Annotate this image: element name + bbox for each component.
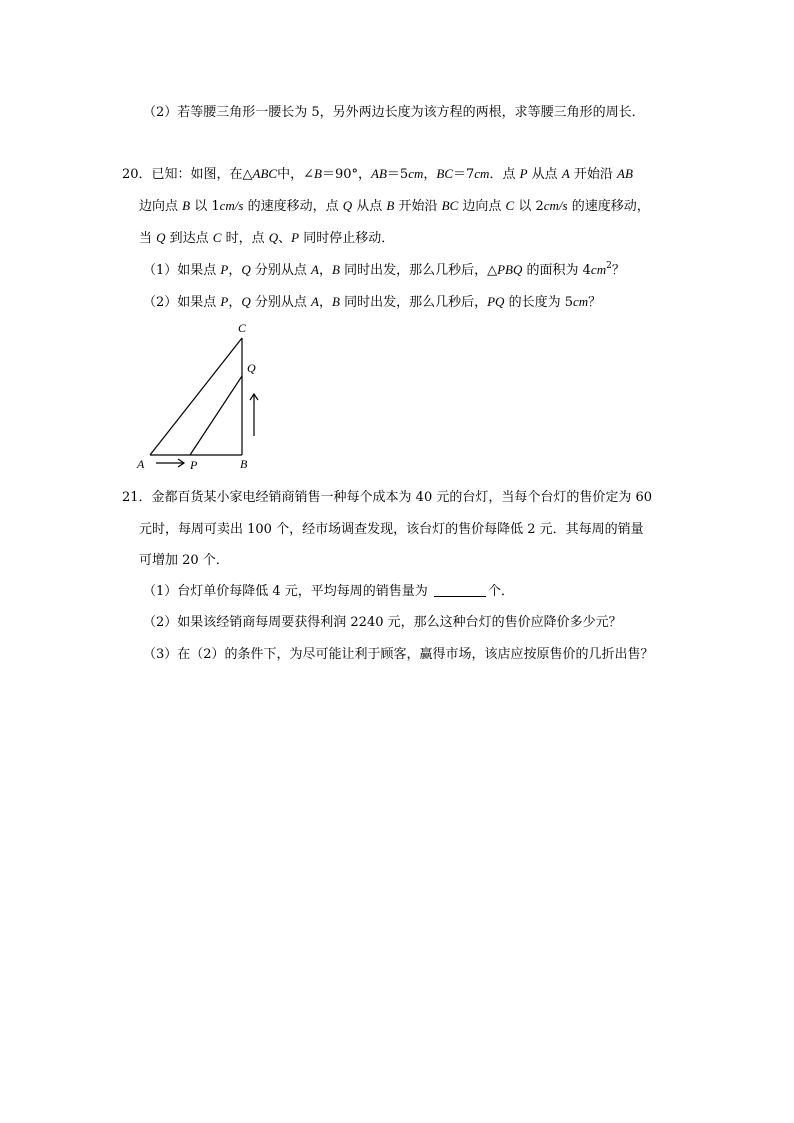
text: 同时停止移动． <box>299 231 395 246</box>
exponent: 2 <box>606 261 612 271</box>
var-b: B <box>182 198 191 213</box>
var-ab: AB <box>371 166 387 181</box>
var-q: Q <box>342 198 353 213</box>
text: 开始沿 <box>394 199 442 214</box>
label-p: P <box>190 458 198 472</box>
text: 同时出发，那么几秒后， <box>339 295 488 310</box>
text: 以 1 <box>190 199 220 214</box>
text: （1）如果点 <box>143 263 221 278</box>
var-p: P <box>220 262 229 277</box>
text: 20．已知：如图，在△ <box>122 167 253 182</box>
text: 个． <box>487 584 514 599</box>
text: 从点 <box>352 199 387 214</box>
q20-part2 <box>143 292 601 313</box>
var-a: A <box>311 294 319 309</box>
var-bc: BC <box>436 166 453 181</box>
var-b: B <box>314 166 322 181</box>
text: 当 <box>139 231 157 246</box>
text: 边向点 <box>458 199 506 214</box>
text: ＝90°， <box>321 167 372 182</box>
answer-blank[interactable] <box>434 582 486 597</box>
var-a: A <box>561 166 570 181</box>
unit-cms: cm/s <box>219 198 244 213</box>
text: 从点 <box>527 167 562 182</box>
text: 中，∠ <box>277 167 315 182</box>
text: ？ <box>588 295 602 310</box>
triangle-figure <box>134 318 274 478</box>
var-ab: AB <box>617 166 633 181</box>
text: 、 <box>278 231 292 246</box>
text: ＝5 <box>386 167 409 182</box>
text: 分别从点 <box>250 263 312 278</box>
segment-pq <box>190 376 242 455</box>
var-b: B <box>386 198 395 213</box>
label-c: C <box>238 321 247 335</box>
q20-line3 <box>139 228 394 249</box>
q21-line3: 可增加 20 个． <box>139 553 229 568</box>
text: ， <box>423 167 437 182</box>
var-b: B <box>332 294 340 309</box>
label-b: B <box>240 457 248 471</box>
var-q: Q <box>241 294 251 309</box>
unit-cm: cm <box>474 166 490 181</box>
q21-part3: （3）在（2）的条件下，为尽可能让利于顾客，赢得市场，该店应按原售价的几折出售？ <box>143 647 654 662</box>
text: 时，点 <box>221 231 269 246</box>
unit-cm: cm <box>408 166 424 181</box>
unit-cms: cm/s <box>543 198 568 213</box>
var-b: B <box>332 262 340 277</box>
text: ， <box>228 295 242 310</box>
q20-line2 <box>139 196 650 217</box>
q21-line1: 21．金都百货某小家电经销商销售一种每个成本为 40 元的台灯，当每个台灯的售价定为 60 <box>122 490 653 505</box>
text: 的速度移动， <box>567 199 650 214</box>
q20-part1 <box>143 260 625 281</box>
var-p: P <box>519 166 528 181</box>
var-q: Q <box>241 262 251 277</box>
unit-cm: cm <box>572 294 589 309</box>
text: （2）如果点 <box>143 295 221 310</box>
text: 同时出发，那么几秒后，△ <box>339 263 498 278</box>
q21-part2: （2）如果该经销商每周要获得利润 2240 元，那么这种台灯的售价应降价多少元？ <box>143 615 622 630</box>
text: ， <box>318 295 332 310</box>
text: 以 2 <box>514 199 544 214</box>
q19-part2: （2）若等腰三角形一腰长为 5，另外两边长度为该方程的两根，求等腰三角形的周长． <box>143 105 645 120</box>
var-pbq: PBQ <box>497 262 523 277</box>
text: 的速度移动，点 <box>243 199 343 214</box>
var-pq: PQ <box>487 294 505 309</box>
var-c: C <box>212 230 222 245</box>
q20-line1 <box>122 164 633 185</box>
text: 的面积为 4 <box>522 263 591 278</box>
q21-line2: 元时，每周可卖出 100 个，经市场调查发现，该台灯的售价每降低 2 元．其每周的销量 <box>139 522 644 537</box>
text: 的长度为 5 <box>504 295 573 310</box>
var-q: Q <box>268 230 279 245</box>
var-p: P <box>220 294 229 309</box>
var-c: C <box>505 198 515 213</box>
text: 分别从点 <box>250 295 312 310</box>
unit-cm: cm <box>590 262 607 277</box>
var-bc: BC <box>441 198 459 213</box>
var-abc: ABC <box>252 166 278 181</box>
text: ＝7 <box>453 167 475 182</box>
text: （1）台灯单价每降低 4 元，平均每周的销售量为 <box>143 584 432 599</box>
var-p: P <box>291 230 300 245</box>
text: 边向点 <box>139 199 183 214</box>
text: ， <box>228 263 242 278</box>
text: 开始沿 <box>569 167 618 182</box>
var-a: A <box>311 262 319 277</box>
var-q: Q <box>156 230 166 245</box>
text: ？ <box>611 263 625 278</box>
label-q: Q <box>247 361 256 375</box>
text: ．点 <box>489 167 520 182</box>
label-a: A <box>137 457 145 471</box>
text: 到达点 <box>165 231 213 246</box>
q21-part1 <box>143 582 514 602</box>
text: ， <box>318 263 332 278</box>
